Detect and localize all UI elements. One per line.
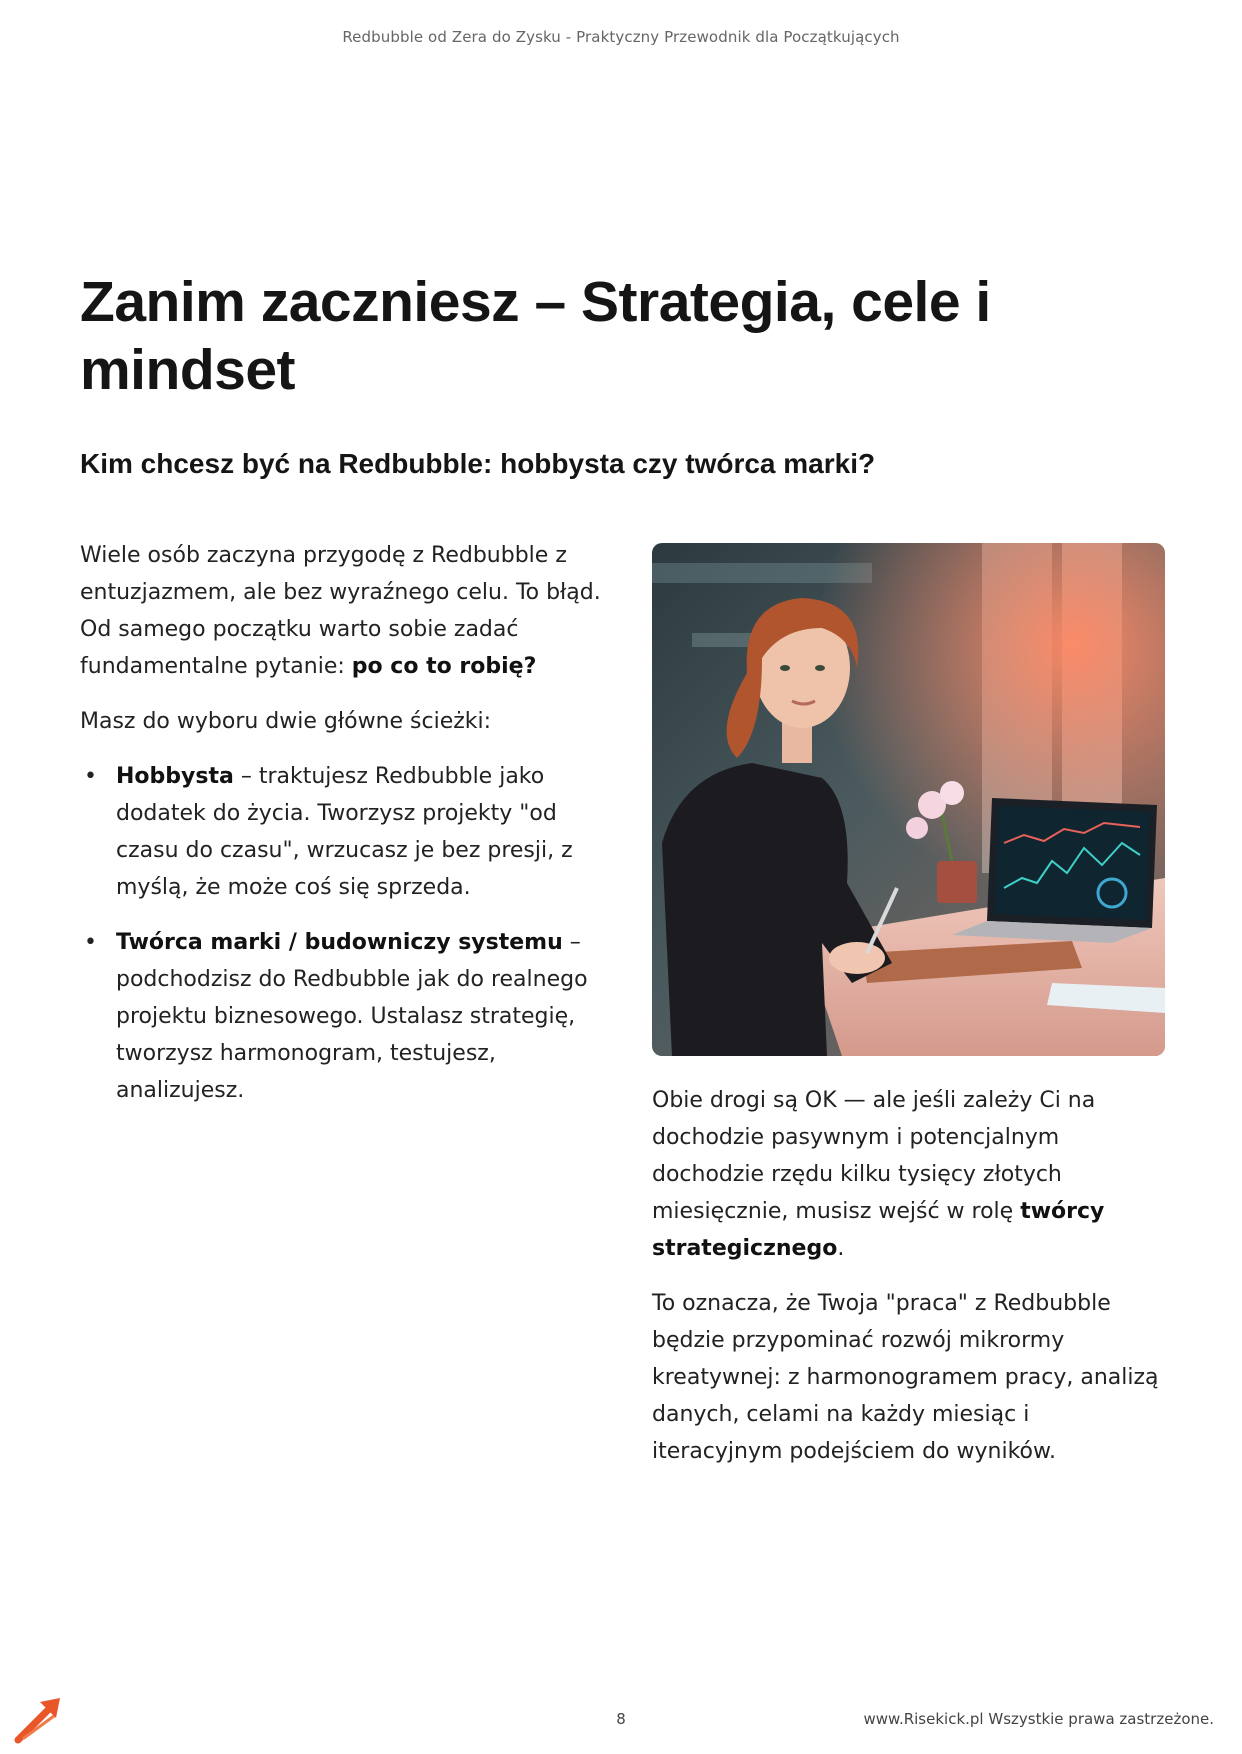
footer-copyright: www.Risekick.pl Wszystkie prawa zastrzeżone. (863, 1710, 1214, 1728)
bullet-icon: • (84, 930, 97, 955)
section-subtitle: Kim chcesz być na Redbubble: hobbysta czy twórca marki? (80, 448, 876, 479)
page-number: 8 (616, 1710, 626, 1728)
strategic-creator-emphasis: twórcy strategicznego (652, 1199, 1105, 1261)
paths-list (80, 758, 615, 1109)
woman-at-desk-photo (652, 543, 1165, 1056)
right-column-text (652, 1082, 1162, 1488)
intro-emphasis: po co to robię? (351, 654, 537, 679)
page-title: Zanim zaczniesz – Strategia, cele i mindset (80, 270, 991, 402)
list-item: • Hobbysta – traktujesz Redbubble jako dodatek do życia. Tworzysz projekty "od czasu do czasu", wrzucasz je bez presji, z myślą, że może coś się sprzeda. (80, 758, 615, 906)
bullet-icon: • (84, 764, 97, 789)
paragraph-meaning: To oznacza, że Twoja "praca" z Redbubble będzie przypominać rozwój mikrormy kreatywnej: z harmonogramem pracy, analizą danych, celami na każdy miesiąc i iteracyjnym podejściem do wyników. (652, 1291, 1159, 1464)
paths-intro: Masz do wyboru dwie główne ścieżki: (80, 709, 492, 734)
paragraph-roles: Obie drogi są OK — ale jeśli zależy Ci na dochodzie pasywnym i potencjalnym dochodzie rzędu kilku tysięcy złotych miesięcznie, musisz wejść w rolę twórcy strategicznego. (652, 1088, 1105, 1261)
running-header: Redbubble od Zera do Zysku - Praktyczny Przewodnik dla Początkujących (342, 28, 900, 46)
left-column (80, 537, 615, 1127)
list-item: • Twórca marki / budowniczy systemu – podchodzisz do Redbubble jak do realnego projektu biznesowego. Ustalasz strategię, tworzysz harmonogram, testujesz, analizujesz. (80, 924, 615, 1109)
intro-paragraph: Wiele osób zaczyna przygodę z Redbubble z entuzjazmem, ale bez wyraźnego celu. To błąd. Od samego początku warto sobie zadać fundamentalne pytanie: po co to robię? (80, 543, 601, 679)
